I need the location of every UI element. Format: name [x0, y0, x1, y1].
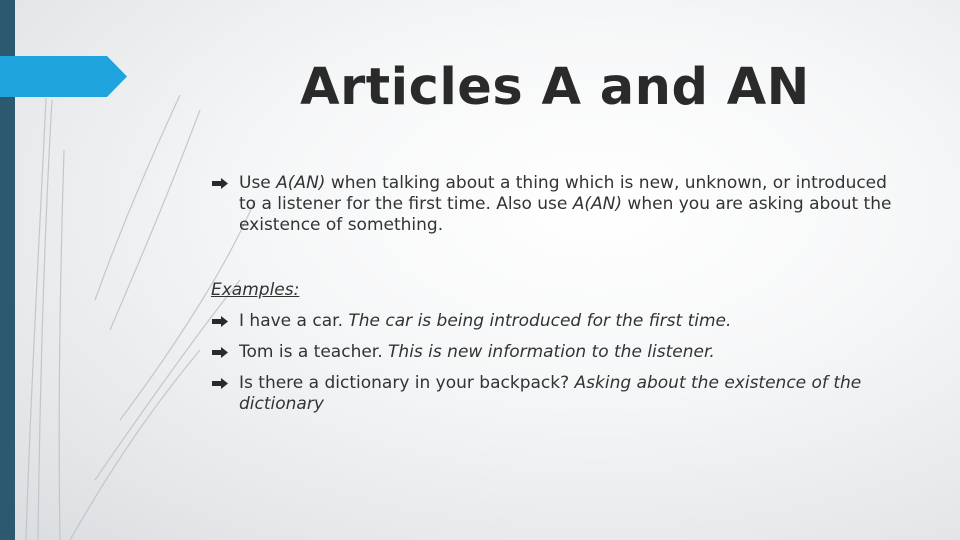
example-item [212, 342, 892, 363]
example-item [212, 373, 892, 415]
intro-emph-1: A(AN) [276, 173, 326, 193]
example-text: dictionary in your backpack? [319, 373, 570, 393]
example-text: car. [306, 311, 343, 331]
accent-tab [0, 56, 127, 97]
example-text: I have [239, 311, 297, 331]
example-text: Tom is [239, 342, 298, 362]
example-note: The car is being introduced for the first time. [342, 311, 732, 331]
example-article: a [297, 342, 309, 362]
examples-heading: Examples: [211, 280, 300, 300]
example-note: Asking about the existence of the dictionary [239, 373, 862, 414]
example-text: Is there [239, 373, 309, 393]
intro-emph-2: A(AN) [572, 194, 623, 214]
arrow-bullet-icon [212, 347, 228, 358]
intro-text-1: Use [239, 173, 277, 193]
example-note: This is new information to the listener. [382, 342, 715, 362]
example-article: a [296, 311, 307, 331]
intro-text-2: when talking about a thing which is new, unknown, or introduced to a listener for the first time. Also use [239, 173, 887, 214]
slide-title: Articles A and AN [300, 58, 810, 117]
example-item [212, 311, 892, 332]
arrow-bullet-icon [212, 316, 228, 327]
example-article: a [308, 373, 320, 393]
example-text: teacher. [308, 342, 383, 362]
arrow-bullet-icon [212, 378, 228, 389]
arrow-bullet-icon [212, 178, 228, 189]
intro-bullet [212, 173, 892, 236]
intro-text-3: when you are asking about the existence of something. [239, 194, 892, 235]
